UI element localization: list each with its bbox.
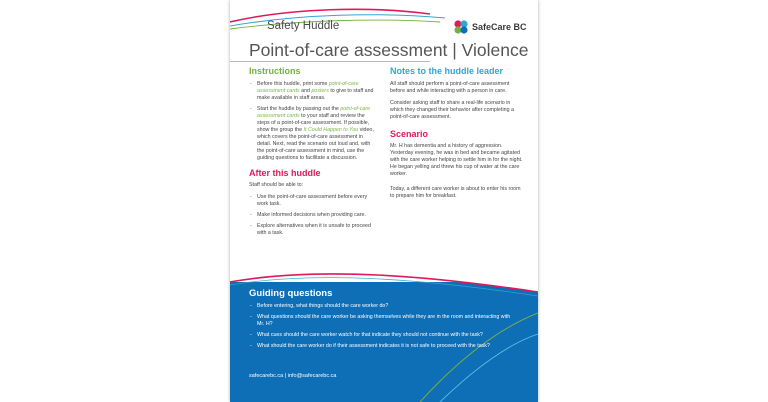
instruction-item: [249, 106, 375, 162]
outcome-item: - Explore alternatives when it is unsafe to proceed with a task.: [249, 223, 375, 237]
left-column: [249, 66, 375, 241]
instruction-text: to your staff and review the steps of a point-of-care assessment. If possible, show the group the: [257, 113, 370, 133]
posters-link[interactable]: posters: [311, 88, 329, 94]
safecare-logo-icon: [452, 18, 470, 36]
footer-contact-links[interactable]: safecarebc.ca | info@safecarebc.ca: [249, 373, 337, 379]
safecare-bc-logo: [452, 18, 532, 38]
scenario-heading: Scenario: [390, 129, 429, 139]
guiding-question: - What questions should the care worker be asking themselves while they are in the room and interacting with Mr. H?: [249, 314, 519, 328]
instructions-heading: Instructions: [249, 66, 301, 76]
notes-paragraph: Consider asking staff to share a real-life scenario in which they changed their behavior after completing a point-of-care assessment.: [390, 100, 514, 120]
guiding-question: - What cues should the care worker watch for that indicate they should not continue with the task?: [249, 332, 519, 339]
title-divider: [230, 61, 430, 62]
logo-text: SafeCare BC: [472, 22, 527, 32]
guiding-question: - What should the care worker do if their assessment indicates it is not safe to proceed with the task?: [249, 343, 519, 350]
instruction-text: video, which covers the point-of-care assessment in detail. Next, read the scenario out loud and, with the point-of-care assessment in mind, use the guiding questions to facilitate a discussion.: [257, 127, 374, 161]
video-link[interactable]: It Could Happen to You: [303, 127, 359, 133]
page-title: Point-of-care assessment | Violence: [249, 40, 529, 60]
after-huddle-intro: Staff should be able to:: [249, 182, 304, 188]
right-column: [390, 66, 525, 205]
scenario-paragraph: Today, a different care worker is about to enter his room to prepare him for breakfast.: [390, 186, 521, 199]
instruction-text: Start the huddle by passing out the: [257, 106, 341, 112]
safety-huddle-label: Safety Huddle: [267, 20, 340, 32]
instruction-text: to give to staff and make available in staff areas.: [257, 88, 374, 101]
scenario-paragraph: Mr. H has dementia and a history of aggression. Yesterday evening, he was in bed and became agitated with the care worker helping to settle him in for the night. He began yelling and threw his cup of water at the care worker.: [390, 143, 523, 177]
huddle-document: [230, 0, 538, 402]
instruction-item: [249, 81, 375, 102]
outcome-item: - Make informed decisions when providing care.: [249, 212, 375, 219]
after-huddle-heading: After this huddle: [249, 168, 321, 178]
instruction-text: and: [299, 88, 312, 94]
point-of-care-cards-link[interactable]: point-of-care assessment cards: [257, 106, 371, 119]
guiding-question: - Before entering, what things should the care worker do?: [249, 303, 519, 310]
guiding-questions: [249, 288, 519, 354]
instruction-text: Before this huddle, print some: [257, 81, 329, 87]
outcome-item: - Use the point-of-care assessment before every work task.: [249, 194, 375, 208]
guiding-questions-heading: Guiding questions: [249, 288, 333, 299]
notes-heading: Notes to the huddle leader: [390, 66, 504, 76]
point-of-care-cards-link[interactable]: point-of-care assessment cards: [257, 81, 359, 94]
notes-paragraph: All staff should perform a point-of-care assessment before and while interacting with a person in care.: [390, 81, 510, 94]
